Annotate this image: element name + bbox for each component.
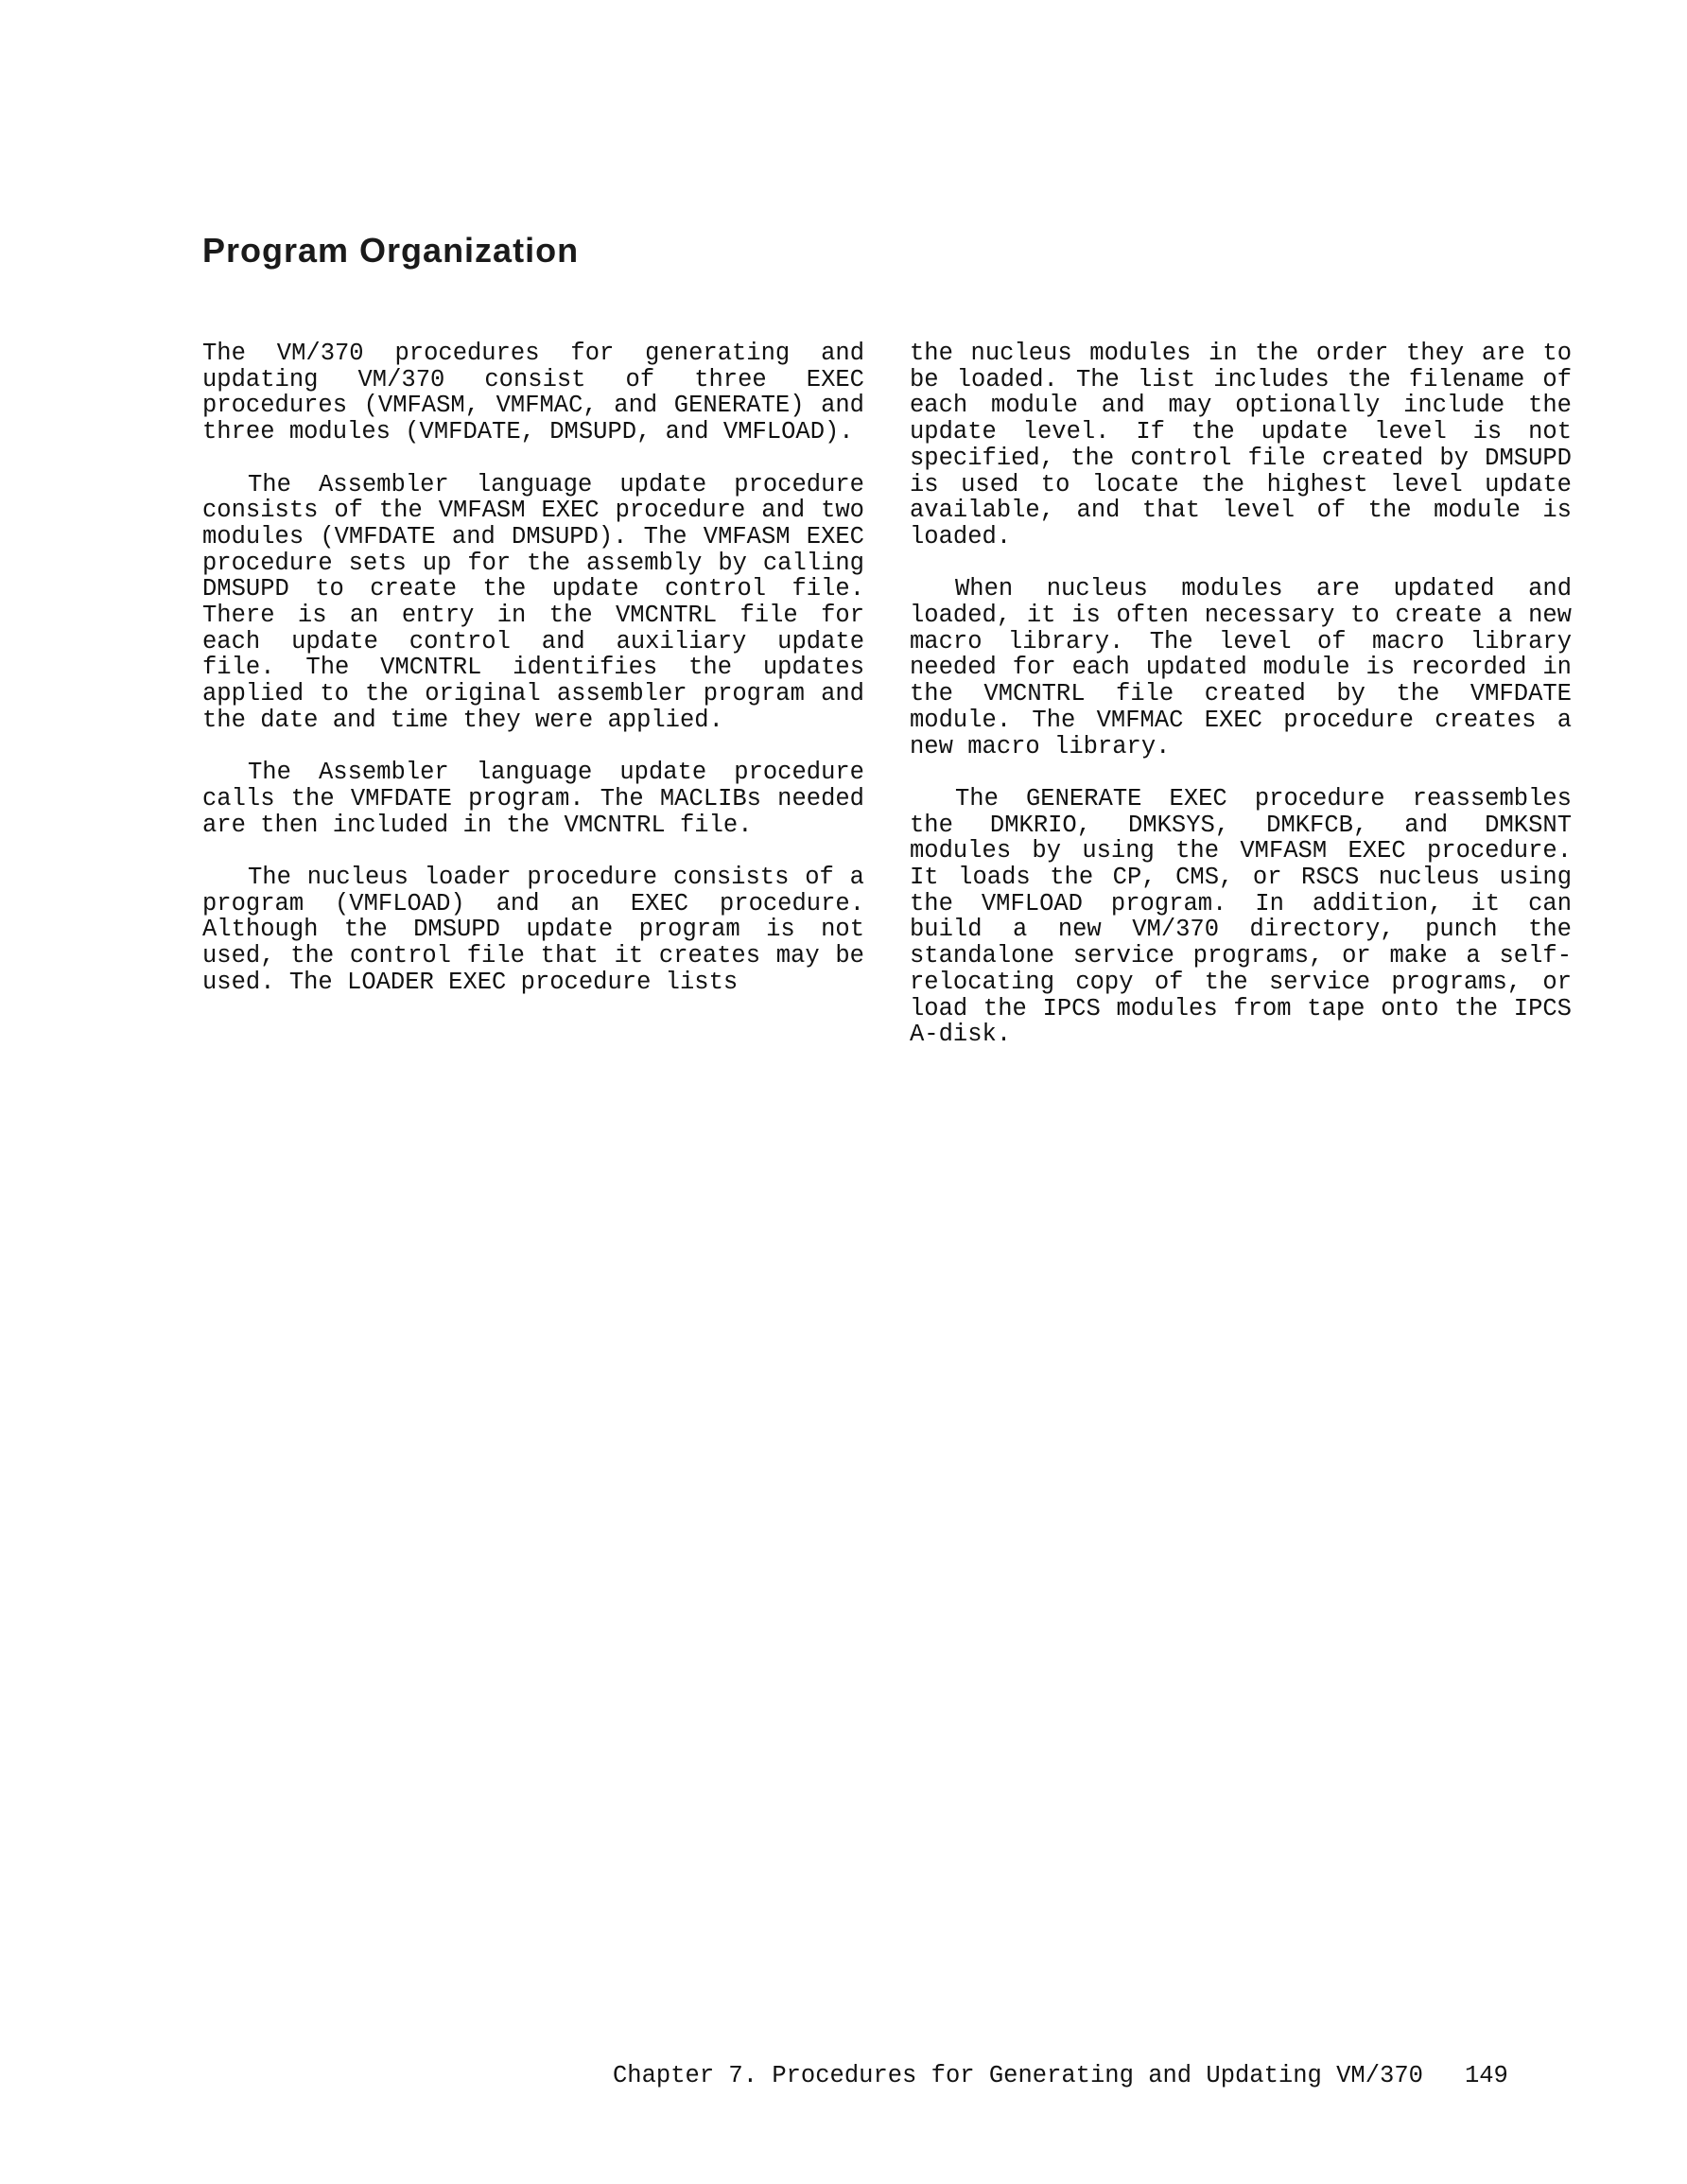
page-title: Program Organization (202, 231, 580, 270)
footer-chapter-title: Chapter 7. Procedures for Generating and Updating VM/370 (613, 2062, 1423, 2089)
paragraph: The nucleus loader procedure consists of a program (VMFLOAD) and an EXEC procedure. Although the DMSUPD update program is not used, the control file that it creates may be used. The LOADER EXEC procedure lists (202, 864, 864, 996)
page-footer (613, 2062, 1508, 2089)
paragraph: The Assembler language update procedure calls the VMFDATE program. The MACLIBs needed are then included in the VMCNTRL file. (202, 759, 864, 839)
paragraph: When nucleus modules are updated and loaded, it is often necessary to create a new macro library. The level of macro library needed for each updated module is recorded in the VMCNTRL file created by the VMFDATE module. The VMFMAC EXEC procedure creates a new macro library. (910, 575, 1572, 760)
right-text-column (910, 341, 1572, 1075)
paragraph: The VM/370 procedures for generating and updating VM/370 consist of three EXEC procedures (VMFASM, VMFMAC, and GENERATE) and three modules (VMFDATE, DMSUPD, and VMFLOAD). (202, 340, 864, 446)
page-number: 149 (1464, 2062, 1508, 2089)
paragraph: The GENERATE EXEC procedure reassembles the DMKRIO, DMKSYS, DMKFCB, and DMKSNT modules by using the VMFASM EXEC procedure. It loads the CP, CMS, or RSCS nucleus using the VMFLOAD program. In addition, it can build a new VM/370 directory, punch the standalone service programs, or make a self-relocating copy of the service programs, or load the IPCS modules from tape onto the IPCS A-disk. (910, 784, 1572, 1049)
paragraph: The Assembler language update procedure consists of the VMFASM EXEC procedure and two modules (VMFDATE and DMSUPD). The VMFASM EXEC procedure sets up for the assembly by calling DMSUPD to create the update control file. There is an entry in the VMCNTRL file for each update control and auxiliary update file. The VMCNTRL identifies the updates applied to the original assembler program and the date and time they were applied. (202, 470, 864, 734)
left-text-column (202, 341, 864, 1022)
paragraph: the nucleus modules in the order they are to be loaded. The list includes the filename of each module and may optionally include the update level. If the update level is not specified, the control file created by DMSUPD is used to locate the highest level update available, and that level of the module is loaded. (910, 340, 1572, 550)
